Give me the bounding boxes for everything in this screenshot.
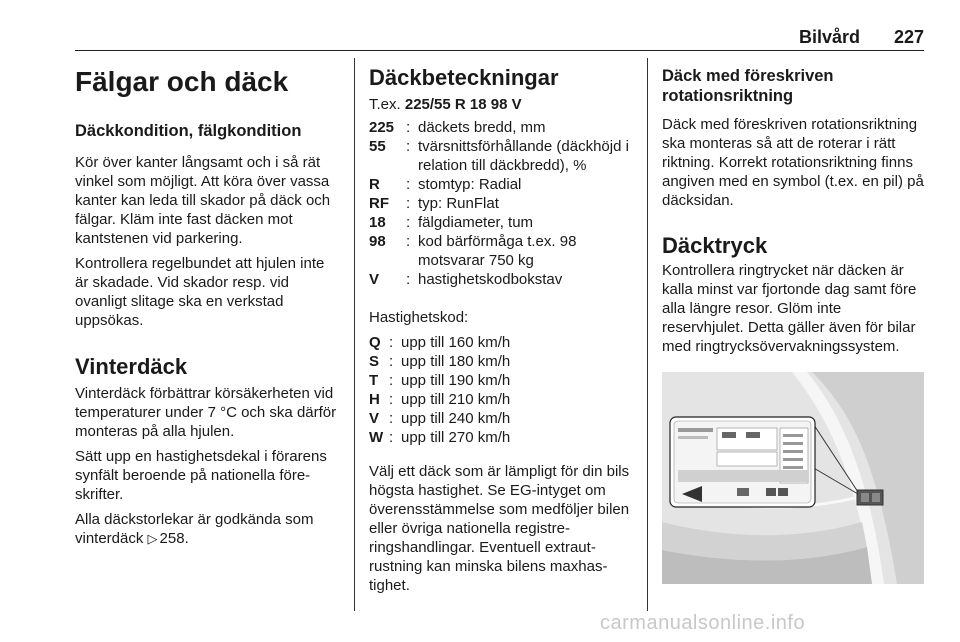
code-key: RF xyxy=(369,195,389,212)
column-divider-1 xyxy=(354,58,355,611)
page-reference[interactable]: 258. xyxy=(159,530,189,547)
speed-value: upp till 240 km/h xyxy=(401,410,511,427)
code-value: fälgdiameter, tum xyxy=(418,214,534,231)
tyre-pressure-heading: Däcktryck xyxy=(662,233,768,258)
paragraph: Vinterdäck förbättrar körsäkerheten vid temperaturer under 7 °C och ska därför monteras på alla hjulen. xyxy=(75,385,337,440)
code-value: hastighetskodbokstav xyxy=(418,271,563,288)
code-key: 225 xyxy=(369,119,395,136)
paragraph: Sätt upp en hastighetsdekal i förarens synfält beroende på nationella föreskrifter. xyxy=(75,448,327,503)
paragraph: Kör över kanter långsamt och i så rät vinkel som möjligt. Att köra över vassa kanter kan leda till skador på däck och fälgar. Kläm inte fast däcken mot kantstenen vid parkering. xyxy=(75,154,331,247)
door-pillar-illustration xyxy=(662,372,924,584)
code-list xyxy=(369,118,633,289)
list-item xyxy=(369,194,633,213)
speed-key: W xyxy=(369,429,384,446)
speed-value: upp till 190 km/h xyxy=(401,372,511,389)
tyre-pressure-label-illustration xyxy=(662,372,924,584)
list-item xyxy=(369,352,633,371)
rotation-direction-heading: Däck med föreskriven rotationsriktning xyxy=(662,67,834,105)
list-item xyxy=(369,270,633,289)
column-1 xyxy=(75,58,339,548)
code-key: V xyxy=(369,271,380,288)
subsection-heading: Däckkondition, fälgkondition xyxy=(75,122,302,140)
separator: : xyxy=(406,214,411,231)
separator: : xyxy=(389,391,394,408)
separator: : xyxy=(389,429,394,446)
speed-key: Q xyxy=(369,334,381,351)
watermark: carmanualsonline.info xyxy=(600,612,806,634)
column-3 xyxy=(662,58,924,356)
speed-key: V xyxy=(369,410,380,427)
speed-code-label: Hastighetskod: xyxy=(369,309,469,326)
code-value: kod bärförmåga t.ex. 98 motsvarar 750 kg xyxy=(418,233,577,269)
separator: : xyxy=(389,410,394,427)
code-value: tvärsnittsförhållande (däckhöjd i relation till däckbredd), % xyxy=(418,138,629,174)
separator: : xyxy=(406,195,411,212)
speed-value: upp till 270 km/h xyxy=(401,429,511,446)
code-value: typ: RunFlat xyxy=(418,195,499,212)
column-2 xyxy=(369,58,633,595)
speed-key: S xyxy=(369,353,380,370)
page-number: 227 xyxy=(893,27,924,47)
example-label: T.ex. xyxy=(369,96,401,113)
list-item xyxy=(369,213,633,232)
speed-value: upp till 160 km/h xyxy=(401,334,511,351)
paragraph: Kontrollera ringtrycket när däcken är kalla minst var fjortonde dag samt före alla längre resor. Glöm inte reservhjulet. Detta gäller även för bilar med ringtrycksövervakningssystem. xyxy=(662,262,917,355)
separator: : xyxy=(389,372,394,389)
code-key: 18 xyxy=(369,214,386,231)
list-item xyxy=(369,428,633,447)
paragraph-text: Alla däckstorlekar är godkända som vinterdäck xyxy=(75,511,314,547)
section-title: Fälgar och däck xyxy=(75,66,289,97)
page-header xyxy=(75,27,924,51)
list-item xyxy=(369,390,633,409)
speed-key: T xyxy=(369,372,379,389)
paragraph: Kontrollera regelbundet att hjulen inte är skadade. Vid skador resp. vid ovanligt slitage ska en verkstad uppsökas. xyxy=(75,255,325,329)
speed-value: upp till 210 km/h xyxy=(401,391,511,408)
separator: : xyxy=(406,119,411,136)
list-item xyxy=(369,371,633,390)
example-line xyxy=(369,95,633,114)
separator: : xyxy=(406,138,411,155)
paragraph: Välj ett däck som är lämpligt för din bils högsta hastighet. Se EG-intyget om överensstämmelse som medföljer bilen eller övriga nationella registreringshandlingar. Eventuell extrautrustning kan minska bilens maxhastighet. xyxy=(369,463,630,594)
header-section-title: Bilvård xyxy=(798,27,860,47)
speed-key: H xyxy=(369,391,380,408)
speed-value: upp till 180 km/h xyxy=(401,353,511,370)
separator: : xyxy=(389,353,394,370)
tyre-designation-heading: Däckbeteckningar xyxy=(369,65,559,90)
list-item xyxy=(369,118,633,137)
code-key: R xyxy=(369,176,380,193)
winter-tyres-heading: Vinterdäck xyxy=(75,354,188,379)
page-reference-arrow-icon: ▷ xyxy=(147,531,158,546)
paragraph: Däck med föreskriven rotationsriktning ska monteras så att de roterar i rätt riktning. Korrekt rotationsriktning finns angiven med en symbol (t.ex. en pil) på däcksidan. xyxy=(662,116,924,209)
list-item xyxy=(369,232,633,270)
header-rule xyxy=(75,50,924,51)
separator: : xyxy=(389,334,394,351)
code-key: 55 xyxy=(369,138,386,155)
code-value: däckets bredd, mm xyxy=(418,119,546,136)
example-value: 225/55 R 18 98 V xyxy=(404,96,522,113)
separator: : xyxy=(406,233,411,250)
speed-code-list xyxy=(369,333,633,447)
code-value: stomtyp: Radial xyxy=(418,176,522,193)
list-item xyxy=(369,333,633,352)
list-item xyxy=(369,175,633,194)
paragraph xyxy=(75,510,339,548)
list-item xyxy=(369,409,633,428)
separator: : xyxy=(406,176,411,193)
column-divider-2 xyxy=(647,58,648,611)
code-key: 98 xyxy=(369,233,386,250)
separator: : xyxy=(406,271,411,288)
list-item xyxy=(369,137,633,175)
